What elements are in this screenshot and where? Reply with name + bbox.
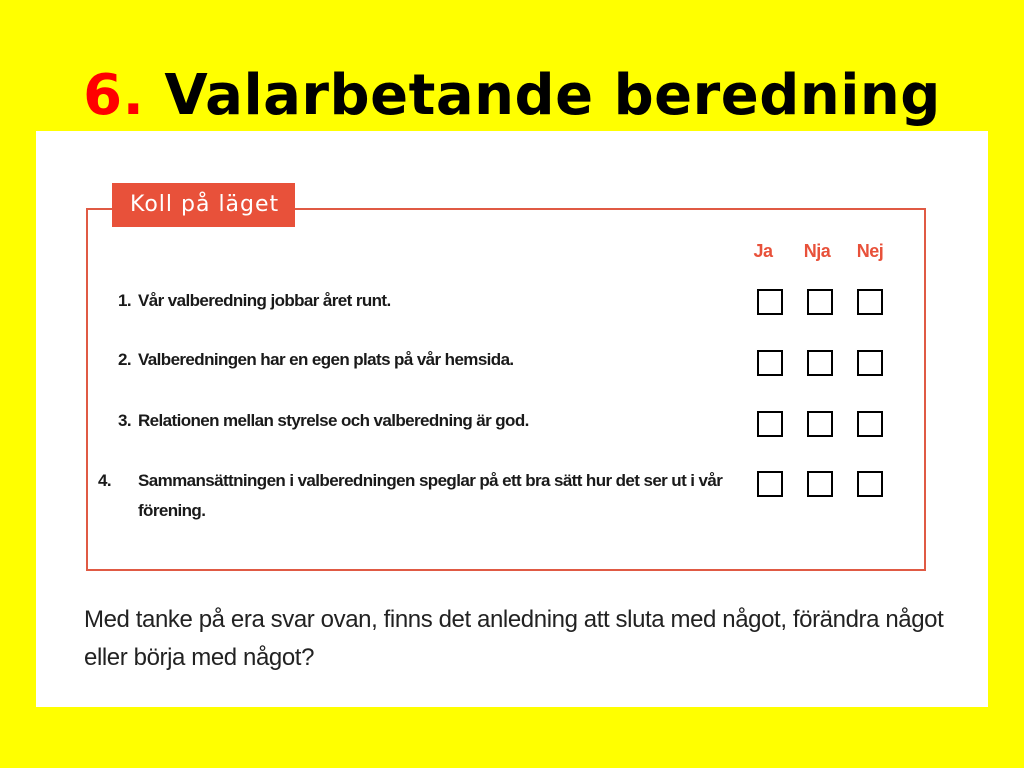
checkbox-ja-q4[interactable]: [757, 471, 783, 497]
checkbox-ja-q1[interactable]: [757, 289, 783, 315]
checkbox-nja-q2[interactable]: [807, 350, 833, 376]
question-1: [118, 286, 738, 316]
question-text: Vår valberedning jobbar året runt.: [138, 291, 391, 310]
checkbox-nej-q3[interactable]: [857, 411, 883, 437]
checkbox-nej-q4[interactable]: [857, 471, 883, 497]
column-header-nja: Nja: [803, 241, 831, 261]
checkbox-nej-q1[interactable]: [857, 289, 883, 315]
question-3: [118, 406, 738, 436]
checkbox-nja-q1[interactable]: [807, 289, 833, 315]
checkbox-ja-q3[interactable]: [757, 411, 783, 437]
question-4: [98, 466, 758, 526]
reflection-question: Med tanke på era svar ovan, finns det anledning att sluta med något, förändra något eller börja med något?: [84, 606, 944, 671]
checkbox-nej-q2[interactable]: [857, 350, 883, 376]
checklist-tag: Koll på läget: [112, 183, 295, 227]
question-number: 2.: [118, 350, 131, 369]
checklist-panel: [36, 131, 988, 707]
column-header-ja: Ja: [753, 241, 773, 261]
question-text: Relationen mellan styrelse och valberedning är god.: [138, 411, 529, 430]
question-2: [118, 345, 738, 375]
question-text: Valberedningen har en egen plats på vår hemsida.: [138, 350, 514, 369]
title-number: 6.: [83, 63, 145, 128]
question-number: 4.: [98, 471, 111, 490]
slide-title: [0, 56, 1024, 136]
question-text: Sammansättningen i valberedningen speglar på ett bra sätt hur det ser ut i vår förening.: [138, 471, 723, 520]
checkbox-nja-q4[interactable]: [807, 471, 833, 497]
title-text: Valarbetande beredning: [164, 63, 941, 128]
question-number: 1.: [118, 291, 131, 310]
checkbox-ja-q2[interactable]: [757, 350, 783, 376]
checkbox-nja-q3[interactable]: [807, 411, 833, 437]
column-header-nej: Nej: [856, 241, 884, 261]
question-number: 3.: [118, 411, 131, 430]
